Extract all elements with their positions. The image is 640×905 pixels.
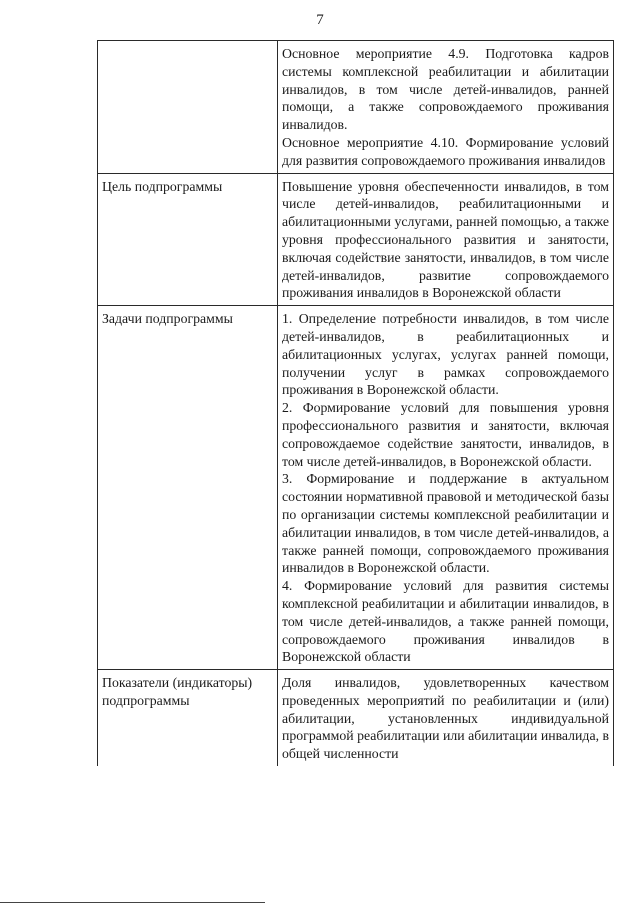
- passport-table: [97, 40, 614, 766]
- table-row: [98, 670, 614, 766]
- table-row: [98, 41, 614, 174]
- table-row: [98, 306, 614, 670]
- row-value: [278, 173, 614, 306]
- activity-4-9-text: Основное мероприятие 4.9. Подготовка кадров системы комплексной реабилитации и абилитации инвалидов, в том числе детей-инвалидов, ранней помощи, а также сопровождаемого проживания инвалидов.: [282, 46, 609, 133]
- row-label: [98, 41, 278, 174]
- task-4-text: 4. Формирование условий для развития системы комплексной реабилитации и абилитации инвалидов, в том числе детей-инвалидов, а также ранней помощи, сопровождаемого проживания инвалидов в Воронежской области: [282, 578, 609, 665]
- task-1-text: 1. Определение потребности инвалидов, в том числе детей-инвалидов, в реабилитационных и абилитационных услугах, услугах ранней помощи, получении услуг в рамках сопровождаемого проживания в Воронежской области.: [282, 311, 609, 398]
- task-3-text: 3. Формирование и поддержание в актуальном состоянии нормативной правовой и методической базы по организации системы комплексной реабилитации и абилитации инвалидов, в том числе детей-инвалидов, а также ранней помощи, сопровождаемого проживания инвалидов в Воронежской области.: [282, 471, 609, 576]
- row-label: Цель подпрограммы: [98, 173, 278, 306]
- row-label: Задачи подпрограммы: [98, 306, 278, 670]
- activity-4-10-text: Основное мероприятие 4.10. Формирование условий для развития сопровождаемого проживания инвалидов: [282, 134, 609, 168]
- row-value: [278, 670, 614, 766]
- goal-text: Повышение уровня обеспеченности инвалидов, в том числе детей-инвалидов, реабилитационными и абилитационными услугами, ранней помощью, а также уровня профессионального развития и занятости, включая содействие занятости, инвалидов, в том числе детей-инвалидов, развитие сопровождаемого проживания инвалидов в Воронежской области: [282, 178, 609, 301]
- row-label: Показатели (индикаторы) подпрограммы: [98, 670, 278, 766]
- footer-divider: [0, 902, 265, 903]
- page-number: 7: [316, 12, 324, 28]
- row-value: [278, 306, 614, 670]
- table-row: [98, 173, 614, 306]
- row-value: [278, 41, 614, 174]
- indicator-text: Доля инвалидов, удовлетворенных качеством проведенных мероприятий по реабилитации и (или) абилитации, установленных индивидуальной программой реабилитации или абилитации инвалида, в общей численности: [282, 675, 609, 762]
- task-2-text: 2. Формирование условий для повышения уровня профессионального развития и занятости, включая сопровождаемое содействие занятости, инвалидов, в том числе детей-инвалидов, в Воронежской области.: [282, 400, 609, 469]
